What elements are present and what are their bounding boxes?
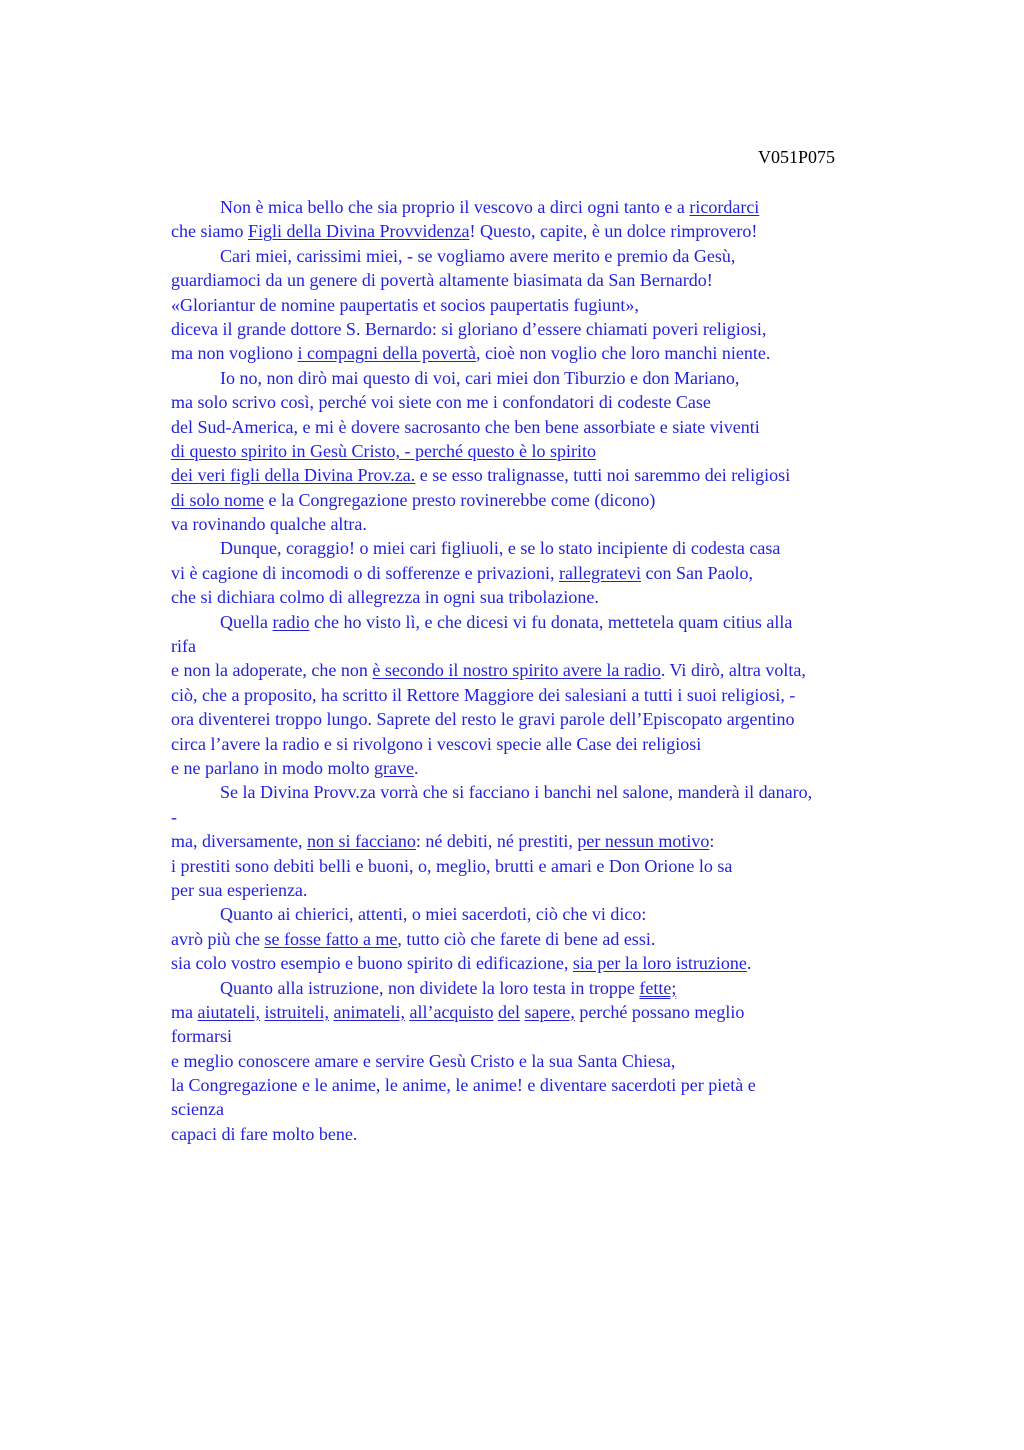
text-line: ma aiutateli, istruiteli, animateli, all’acquisto del sapere, perché possano meglio bbox=[171, 1001, 745, 1022]
text-line: Quella radio che ho visto lì, e che dicesi vi fu donata, mettetela quam citius alla bbox=[220, 611, 793, 632]
text-line: vi è cagione di incomodi o di sofferenze e privazioni, rallegratevi con San Paolo, bbox=[171, 562, 753, 583]
text-line: dei veri figli della Divina Prov.za. e se esso tralignasse, tutti noi saremmo dei religiosi bbox=[171, 465, 791, 486]
text-line: Non è mica bello che sia proprio il vescovo a dirci ogni tanto e a ricordarci bbox=[220, 197, 760, 217]
page-reference: V051P075 bbox=[758, 147, 836, 167]
text-line: Quanto alla istruzione, non dividete la loro testa in troppe fette; bbox=[220, 977, 677, 998]
text-line: ma non vogliono i compagni della povertà, cioè non voglio che loro manchi niente. bbox=[171, 343, 771, 364]
text-line: guardiamoci da un genere di povertà altamente biasimata da San Bernardo! bbox=[171, 270, 713, 291]
text-line: e ne parlano in modo molto grave. bbox=[171, 757, 419, 778]
text-line: circa l’avere la radio e si rivolgono i vescovi specie alle Case dei religiosi bbox=[171, 733, 702, 754]
text-line: ora diventerei troppo lungo. Saprete del resto le gravi parole dell’Episcopato argentino bbox=[171, 709, 795, 730]
text-line: di questo spirito in Gesù Cristo, - perché questo è lo spirito bbox=[171, 440, 596, 461]
text-line: del Sud-America, e mi è dovere sacrosanto che ben bene assorbiate e siate viventi bbox=[171, 416, 760, 437]
text-line: ma, diversamente, non si facciano: né debiti, né prestiti, per nessun motivo: bbox=[171, 831, 715, 852]
text-line: e non la adoperate, che non è secondo il nostro spirito avere la radio. Vi dirò, altra volta, bbox=[171, 660, 806, 681]
text-line: capaci di fare molto bene. bbox=[171, 1123, 358, 1144]
text-line: i prestiti sono debiti belli e buoni, o, meglio, brutti e amari e Don Orione lo sa bbox=[171, 855, 733, 876]
text-line: Quanto ai chierici, attenti, o miei sacerdoti, ciò che vi dico: bbox=[220, 904, 647, 925]
text-line: che si dichiara colmo di allegrezza in ogni sua tribolazione. bbox=[171, 587, 599, 608]
text-line: ciò, che a proposito, ha scritto il Rettore Maggiore dei salesiani a tutti i suoi religiosi, - bbox=[171, 684, 796, 705]
text-line: ma solo scrivo così, perché voi siete con me i confondatori di codeste Case bbox=[171, 392, 711, 413]
text-line: «Gloriantur de nomine paupertatis et socios paupertatis fugiunt», bbox=[171, 294, 639, 315]
text-line: formarsi bbox=[171, 1026, 232, 1047]
text-line: Io no, non dirò mai questo di voi, cari miei don Tiburzio e don Mariano, bbox=[220, 367, 740, 388]
text-line: Cari miei, carissimi miei, - se vogliamo avere merito e premio da Gesù, bbox=[220, 245, 736, 266]
text-line: scienza bbox=[171, 1099, 224, 1120]
text-line: per sua esperienza. bbox=[171, 879, 308, 900]
text-line: - bbox=[171, 806, 177, 827]
text-line: Se la Divina Provv.za vorrà che si facciano i banchi nel salone, manderà il danaro, bbox=[220, 782, 813, 803]
text-line: di solo nome e la Congregazione presto rovinerebbe come (dicono) bbox=[171, 489, 656, 510]
text-line: e meglio conoscere amare e servire Gesù Cristo e la sua Santa Chiesa, bbox=[171, 1050, 676, 1071]
text-line: che siamo Figli della Divina Provvidenza! Questo, capite, è un dolce rimprovero! bbox=[171, 221, 758, 242]
letter-body bbox=[171, 195, 911, 1146]
text-line: sia colo vostro esempio e buono spirito di edificazione, sia per la loro istruzione. bbox=[171, 953, 752, 974]
text-line: Dunque, coraggio! o miei cari figliuoli, e se lo stato incipiente di codesta casa bbox=[220, 538, 781, 559]
text-line: rifa bbox=[171, 636, 196, 657]
text-line: va rovinando qualche altra. bbox=[171, 514, 367, 535]
text-line: la Congregazione e le anime, le anime, le anime! e diventare sacerdoti per pietà e bbox=[171, 1075, 756, 1096]
text-line: avrò più che se fosse fatto a me, tutto ciò che farete di bene ad essi. bbox=[171, 928, 656, 949]
text-line: diceva il grande dottore S. Bernardo: si gloriano d’essere chiamati poveri religiosi, bbox=[171, 318, 767, 339]
